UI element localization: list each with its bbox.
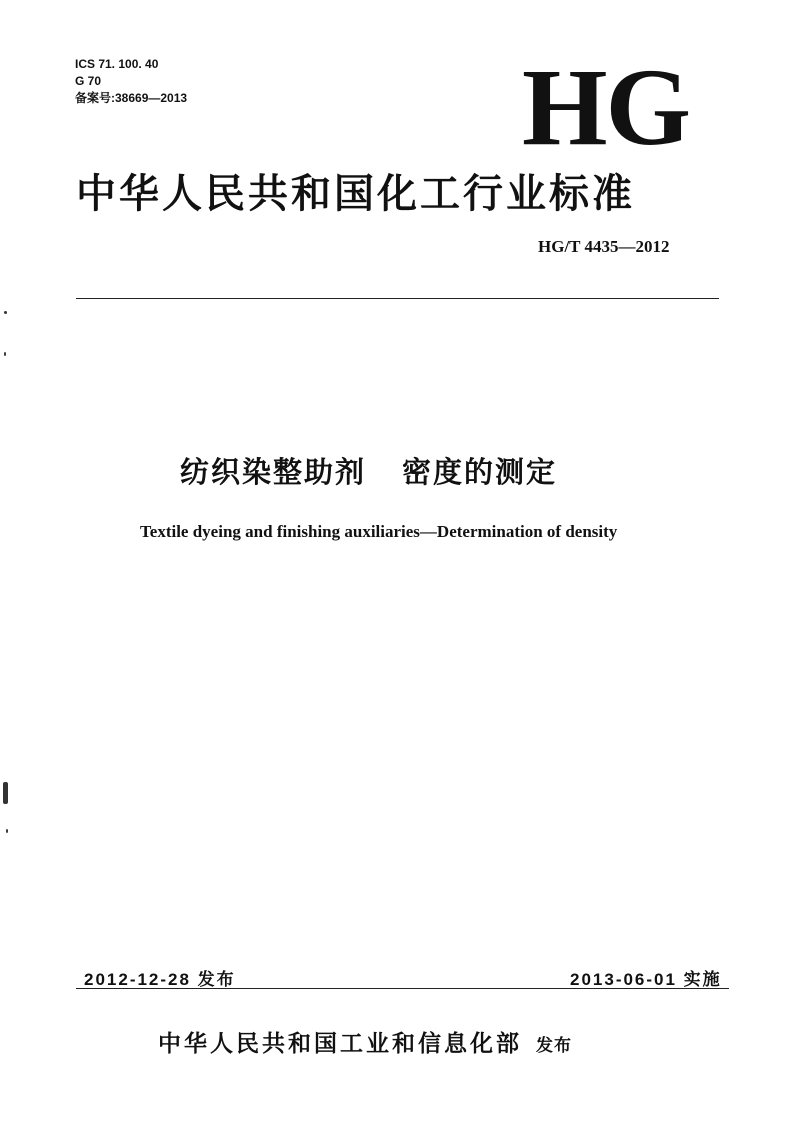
ccs-code: G 70 bbox=[75, 74, 102, 88]
title-cn-part2: 密度的测定 bbox=[402, 455, 558, 489]
publisher-line bbox=[158, 1025, 572, 1058]
document-title-chinese bbox=[180, 450, 557, 491]
document-title-english: Textile dyeing and finishing auxiliaries—Determination of density bbox=[140, 522, 618, 541]
scan-speck bbox=[3, 782, 8, 804]
publisher-verb: 发布 bbox=[536, 1036, 572, 1056]
scan-speck bbox=[4, 311, 7, 314]
standard-number: HG/T 4435—2012 bbox=[538, 237, 670, 256]
scan-speck bbox=[4, 352, 6, 356]
publisher-name: 中华人民共和国工业和信息化部 bbox=[158, 1031, 522, 1057]
standard-category-title: 中华人民共和国化工行业标准 bbox=[76, 171, 635, 217]
top-divider bbox=[76, 298, 719, 299]
issue-date: 2012-12-28 发布 bbox=[84, 970, 236, 989]
bottom-divider bbox=[76, 988, 729, 989]
hg-logo: HG bbox=[522, 46, 690, 168]
ics-code: ICS 71. 100. 40 bbox=[75, 57, 159, 71]
title-cn-part1: 纺织染整助剂 bbox=[180, 455, 367, 489]
scan-speck bbox=[6, 829, 8, 833]
classification-block bbox=[75, 56, 187, 107]
filing-number: 备案号:38669—2013 bbox=[75, 91, 188, 105]
implementation-date: 2013-06-01 实施 bbox=[570, 970, 722, 989]
